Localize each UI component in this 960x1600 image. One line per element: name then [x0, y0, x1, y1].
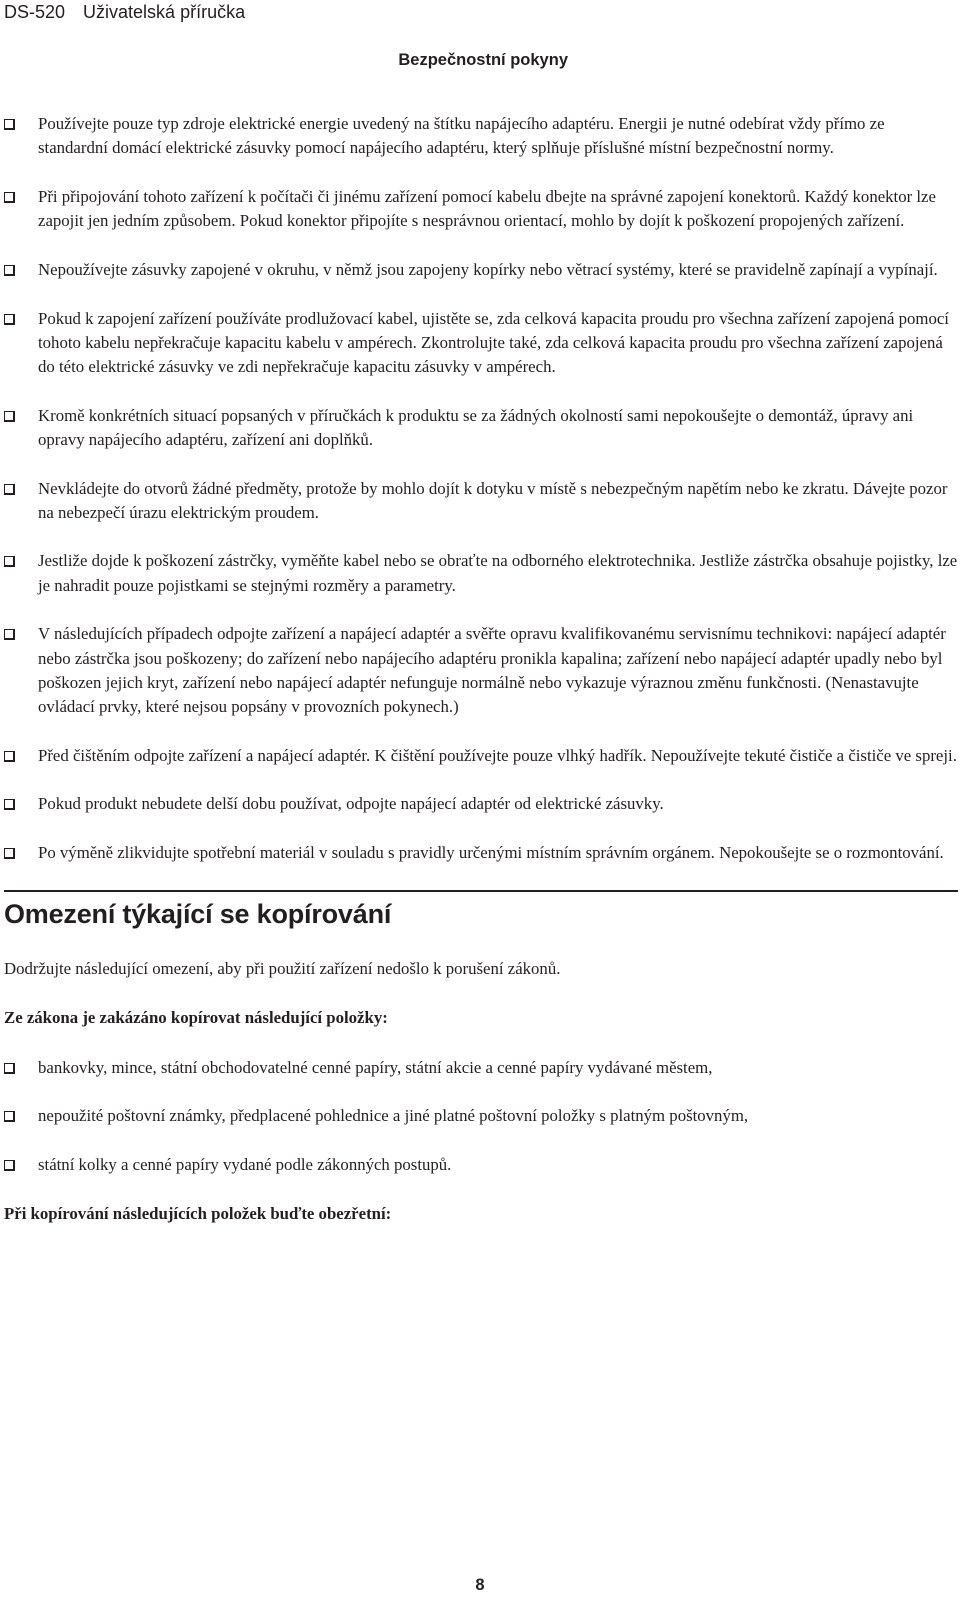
list-item — [4, 792, 958, 816]
section-divider — [4, 890, 958, 892]
checkbox-bullet-icon — [4, 629, 15, 640]
list-item-text: nepoužité poštovní známky, předplacené pohlednice a jiné platné poštovní položky s platným poštovným, — [38, 1106, 749, 1126]
checkbox-bullet-icon — [4, 411, 15, 422]
checkbox-bullet-icon — [4, 314, 15, 325]
checkbox-bullet-icon — [4, 556, 15, 567]
list-item-text: Při připojování tohoto zařízení k počítači či jinému zařízení pomocí kabelu dbejte na správné zapojení konektorů. Každý konektor lze zapojit jen jedním způsobem. Pokud konektor připojíte s nesprávnou orientací, mohlo by dojít k poškození propojených zařízení. — [38, 186, 936, 231]
forbidden-items-list — [4, 1056, 958, 1178]
checkbox-bullet-icon — [4, 848, 15, 859]
list-item — [4, 258, 958, 282]
safety-instructions-list — [4, 112, 958, 865]
list-item — [4, 744, 958, 768]
page-number: 8 — [475, 1576, 485, 1594]
list-item-text: Používejte pouze typ zdroje elektrické energie uvedený na štítku napájecího adaptéru. Energii je nutné odebírat vždy přímo ze standardní domácí elektrické zásuvky pomocí napájecího adaptéru, který splňuje příslušné místní bezpečnostní normy. — [38, 114, 885, 158]
list-item-text: Po výměně zlikvidujte spotřební materiál v souladu s pravidly určenými místním správním orgánem. Nepokoušejte se o rozmontování. — [38, 843, 944, 863]
list-item-text: Před čištěním odpojte zařízení a napájecí adaptér. K čištění používejte pouze vlhký hadřík. Nepoužívejte tekuté čističe a čističe ve spreji. — [38, 745, 957, 765]
list-item-text: bankovky, mince, státní obchodovatelné cenné papíry, státní akcie a cenné papíry vydávané městem, — [38, 1057, 713, 1077]
checkbox-bullet-icon — [4, 751, 15, 762]
list-item-text: Kromě konkrétních situací popsaných v příručkách k produktu se za žádných okolností sami nepokoušejte o demontáž, úpravy ani opravy napájecího adaptéru, zařízení ani doplňků. — [38, 405, 914, 449]
copy-restrictions-heading: Omezení týkající se kopírování — [4, 898, 392, 929]
checkbox-bullet-icon — [4, 1160, 15, 1171]
page-content — [4, 112, 958, 1252]
list-item-text: Jestliže dojde k poškození zástrčky, vyměňte kabel nebo se obraťte na odborného elektrotechnika. Jestliže zástrčka obsahuje pojistky, lze je nahradit pouze pojistkami se stejnými rozměry a parametry. — [38, 551, 958, 595]
checkbox-bullet-icon — [4, 1063, 15, 1074]
list-item — [4, 185, 958, 233]
list-item — [4, 477, 958, 525]
list-item-text: Nepoužívejte zásuvky zapojené v okruhu, v němž jsou zapojeny kopírky nebo větrací systémy, které se pravidelně zapínají a vypínají. — [38, 259, 938, 279]
list-item — [4, 404, 958, 452]
list-item — [4, 307, 958, 380]
list-item — [4, 622, 958, 719]
caution-items-label: Při kopírování následujících položek buďte obezřetní: — [4, 1203, 392, 1223]
list-item-text: V následujících případech odpojte zařízení a napájecí adaptér a svěřte opravu kvalifikovanému servisnímu technikovi: napájecí adaptér nebo zástrčka jsou poškozeny; do zařízení nebo napájecího adaptéru pronikla kapalina; zařízení nebo napájecí adaptér upadly nebo byl poškozen jejich kryt, zařízení nebo napájecí adaptér nefunguje normálně nebo vykazuje výraznou změnu funkčnosti. (Nenastavujte ovládací prvky, které nejsou popsány v provozních pokynech.) — [38, 624, 946, 716]
list-item — [4, 112, 958, 160]
list-item — [4, 1104, 958, 1128]
checkbox-bullet-icon — [4, 799, 15, 810]
section-running-title: Bezpečnostní pokyny — [398, 51, 568, 69]
list-item-text: státní kolky a cenné papíry vydané podle zákonných postupů. — [38, 1155, 452, 1175]
running-header — [4, 0, 245, 24]
forbidden-items-label: Ze zákona je zakázáno kopírovat následující položky: — [4, 1007, 388, 1027]
checkbox-bullet-icon — [4, 265, 15, 276]
model-name: DS-520 — [4, 2, 66, 22]
checkbox-bullet-icon — [4, 192, 15, 203]
copy-restrictions-intro: Dodržujte následující omezení, aby při použití zařízení nedošlo k porušení zákonů. — [4, 958, 561, 978]
list-item — [4, 1056, 958, 1080]
list-item — [4, 841, 958, 865]
list-item-text: Nevkládejte do otvorů žádné předměty, protože by mohlo dojít k dotyku v místě s nebezpečným napětím nebo ke zkratu. Dávejte pozor na nebezpečí úrazu elektrickým proudem. — [38, 478, 948, 522]
checkbox-bullet-icon — [4, 484, 15, 495]
list-item-text: Pokud k zapojení zařízení používáte prodlužovací kabel, ujistěte se, zda celková kapacita proudu pro všechna zařízení zapojená pomocí tohoto kabelu nepřekračuje kapacitu kabelu v ampérech. Zkontrolujte také, zda celková kapacita proudu pro všechna zařízení zapojená do této elektrické zásuvky ve zdi nepřekračuje kapacitu zásuvky v ampérech. — [38, 308, 949, 376]
checkbox-bullet-icon — [4, 1111, 15, 1122]
list-item — [4, 1153, 958, 1177]
checkbox-bullet-icon — [4, 119, 15, 130]
manual-title: Uživatelská příručka — [83, 2, 246, 22]
list-item — [4, 549, 958, 597]
list-item-text: Pokud produkt nebudete delší dobu používat, odpojte napájecí adaptér od elektrické zásuvky. — [38, 794, 664, 814]
